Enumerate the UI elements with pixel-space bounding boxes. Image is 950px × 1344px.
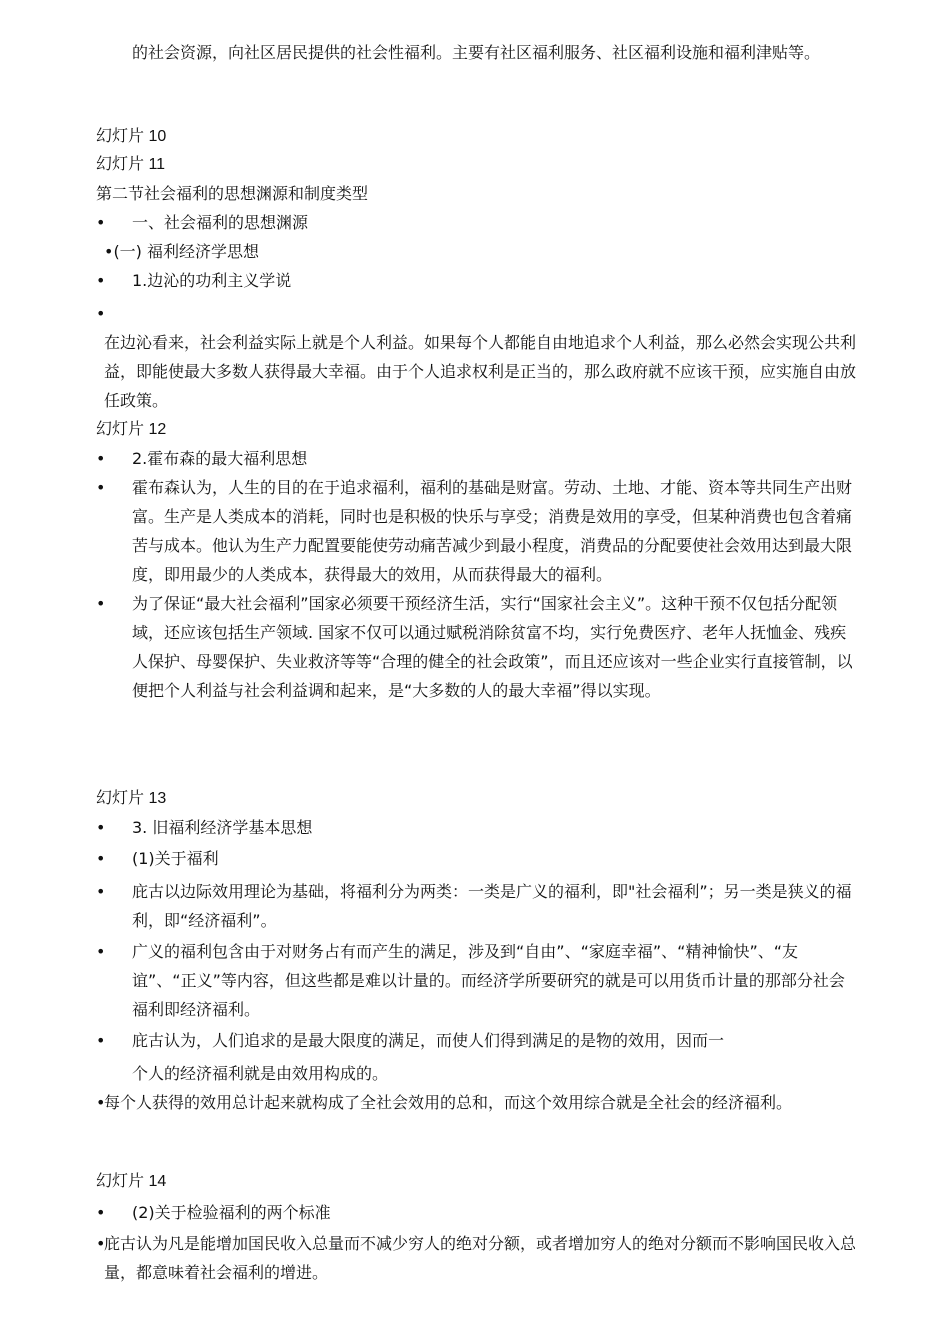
slide-13-block (96, 785, 858, 1117)
bullet-icon: • (96, 818, 106, 837)
bullet-icon: • (96, 942, 106, 961)
list-item-text: 庇古以边际效用理论为基础，将福利分为两类：一类是广义的福利，即"社会福利”；另一类是狭义的福利，即“经济福利”。 (132, 882, 852, 930)
paragraph-text: 在边沁看来，社会利益实际上就是个人利益。如果每个人都能自由地追求个人利益，那么必然会实现公共利益，即能使最大多数人获得最大幸福。由于个人追求权利是正当的，那么政府就不应该干预，应实施自由放任政策。 (104, 333, 857, 410)
intro-block (96, 38, 858, 67)
list-item (96, 444, 858, 473)
list-item-text: (2)关于检验福利的两个标准 (132, 1203, 331, 1222)
paragraph-item (96, 1229, 858, 1287)
list-item-text: 为了保证“最大社会福利”国家必须要干预经济生活，实行“国家社会主义”。这种干预不仅包括分配领域，还应该包括生产领域. 国家不仅可以通过赋税消除贫富不均，实行免费医疗、老年人抚恤金、残疾人保护、母婴保护、失业救济等等“合理的健全的社会政策”，而且还应该对一些企业实行直接管制，以便把个人利益与社会利益调和起来，是“大多数的人的最大幸福”得以实现。 (132, 594, 853, 700)
list-item-text: 2.霍布森的最大福利思想 (132, 449, 308, 468)
bullet-icon: • (96, 213, 106, 232)
slide-label-10: 幻灯片 10 (96, 128, 167, 145)
bullet-icon: • (96, 1093, 106, 1112)
slide-label-14: 幻灯片 14 (96, 1173, 167, 1190)
list-item-text: 庇古认为，人们追求的是最大限度的满足，而使人们得到满足的是物的效用，因而一 (132, 1031, 725, 1050)
intro-paragraph: 的社会资源，向社区居民提供的社会性福利。主要有社区福利服务、社区福利设施和福利津贴等。 (132, 43, 821, 62)
paragraph-item (96, 1088, 858, 1117)
bullet-icon: • (104, 242, 114, 261)
list-item-text: 3. 旧福利经济学基本思想 (132, 818, 313, 837)
list-item (96, 937, 858, 1024)
bullet-icon: • (96, 1234, 106, 1253)
list-item (96, 589, 858, 705)
list-item (96, 1198, 858, 1227)
list-item (96, 877, 858, 935)
paragraph-text: 庇古认为凡是能增加国民收入总量而不减少穷人的绝对分额，或者增加穷人的绝对分额而不影响国民收入总量，都意味着社会福利的增进。 (104, 1234, 857, 1282)
slide-10-11-block (96, 123, 858, 415)
section-heading: 第二节社会福利的思想渊源和制度类型 (96, 184, 369, 203)
bullet-icon: • (96, 1031, 106, 1050)
list-item (96, 813, 858, 842)
bullet-icon: • (96, 304, 106, 323)
list-item-text: 1.边沁的功利主义学说 (132, 271, 292, 290)
list-item-text: 一、社会福利的思想渊源 (132, 213, 309, 232)
bullet-icon: • (96, 271, 106, 290)
slide-label-11: 幻灯片 11 (96, 156, 166, 173)
list-item (96, 237, 858, 266)
list-item (96, 1026, 858, 1055)
list-item (96, 208, 858, 237)
list-item-continuation: 个人的经济福利就是由效用构成的。 (132, 1064, 389, 1083)
bullet-icon: • (96, 882, 106, 901)
slide-14-block (96, 1168, 858, 1287)
list-item-text: 广义的福利包含由于对财务占有而产生的满足，涉及到“自由”、“家庭幸福”、“精神愉快”、“友谊”、“正义”等内容，但这些都是难以计量的。而经济学所要研究的就是可以用货币计量的那部分社会福利即经济福利。 (132, 942, 845, 1019)
list-item-text: (1)关于福利 (132, 849, 219, 868)
list-item (96, 266, 858, 295)
paragraph-text: 每个人获得的效用总计起来就构成了全社会效用的总和，而这个效用综合就是全社会的经济福利。 (104, 1093, 793, 1112)
bullet-icon: • (96, 849, 106, 868)
slide-12-block (96, 416, 858, 705)
bullet-icon: • (96, 449, 106, 468)
list-item (96, 473, 858, 589)
slide-label-12: 幻灯片 12 (96, 421, 167, 438)
list-item-text: (一) 福利经济学思想 (113, 242, 260, 261)
list-item-text: 霍布森认为，人生的目的在于追求福利，福利的基础是财富。劳动、土地、才能、资本等共同生产出财富。生产是人类成本的消耗，同时也是积极的快乐与享受；消费是效用的享受，但某种消费也包含着痛苦与成本。他认为生产力配置要能使劳动痛苦减少到最小程度，消费品的分配要使社会效用达到最大限度，即用最少的人类成本，获得最大的效用，从而获得最大的福利。 (132, 478, 853, 584)
bullet-icon: • (96, 1203, 106, 1222)
slide-label-13: 幻灯片 13 (96, 790, 167, 807)
bullet-icon: • (96, 594, 106, 613)
list-item (96, 299, 858, 415)
list-item (96, 844, 858, 873)
bullet-icon: • (96, 478, 106, 497)
